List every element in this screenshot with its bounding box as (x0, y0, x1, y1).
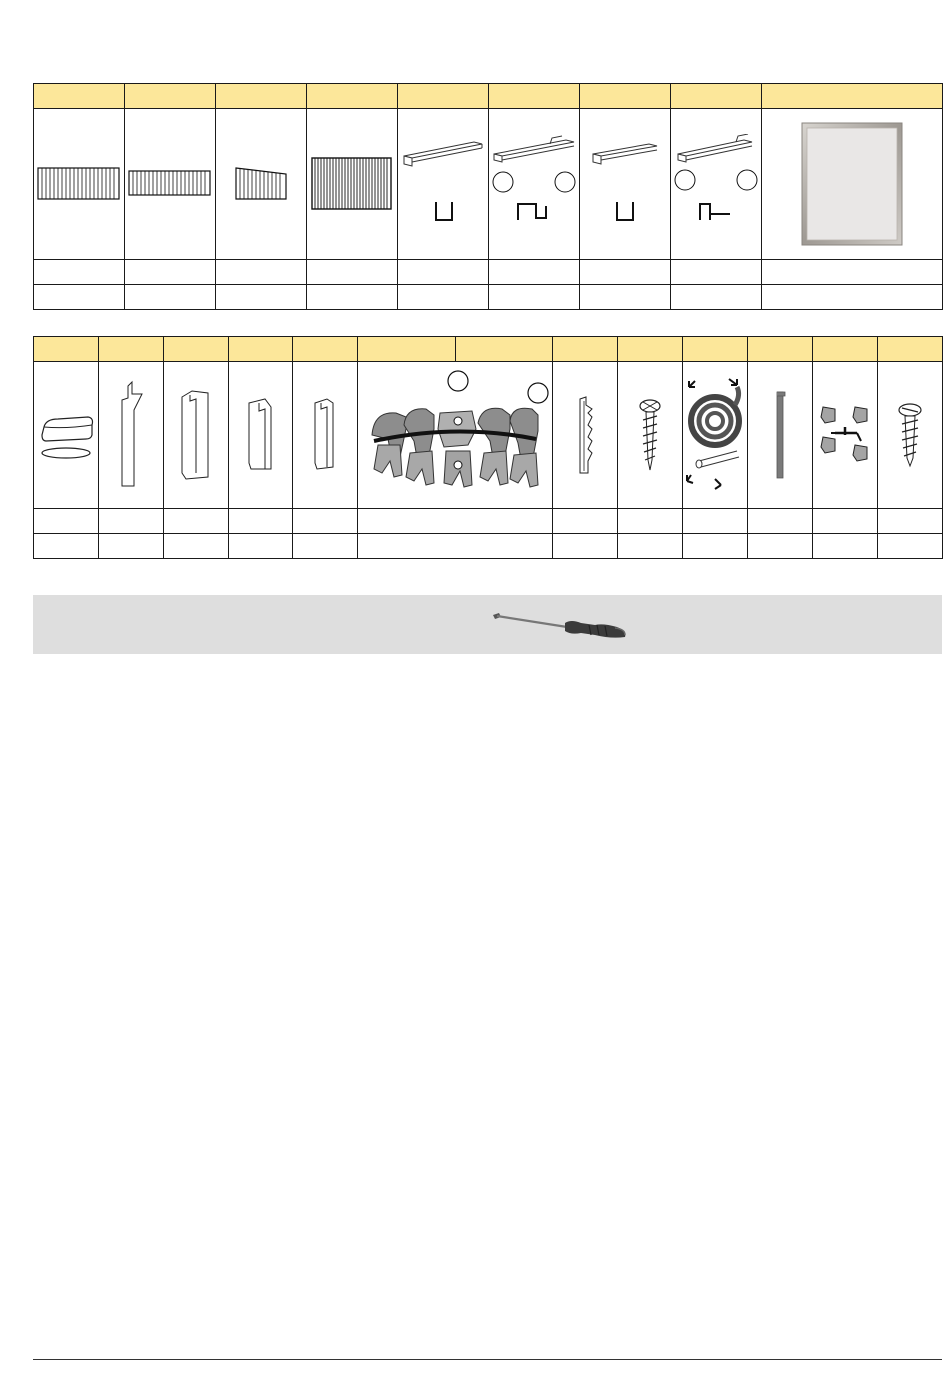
header-cell (813, 337, 878, 362)
header-cell (358, 337, 456, 362)
part-cell (762, 109, 943, 260)
ribbed-panel-icon (37, 166, 121, 202)
part-cell (34, 362, 99, 509)
end-profile-c-icon (245, 397, 277, 473)
header-cell (216, 84, 307, 109)
screw-small-icon (896, 402, 924, 468)
mirror-panel-icon (800, 121, 904, 247)
clip-set-icon (817, 403, 873, 467)
part-cell (878, 362, 943, 509)
footer-divider (33, 1359, 942, 1360)
parts-table-2 (33, 336, 943, 559)
u-channel-rail-short-icon (585, 134, 665, 234)
end-profile-b-icon (178, 389, 214, 481)
part-cell (34, 109, 125, 260)
part-cell (99, 362, 164, 509)
parts-table-1 (33, 83, 943, 310)
part-cell (748, 362, 813, 509)
header-cell (293, 337, 358, 362)
sealing-strip-icon (685, 375, 745, 495)
header-cell (618, 337, 683, 362)
part-cell (229, 362, 293, 509)
header-cell (748, 337, 813, 362)
table-row (34, 285, 943, 310)
header-cell (307, 84, 398, 109)
header-cell (34, 84, 125, 109)
cap-and-pad-icon (36, 405, 96, 465)
table-image-row (34, 109, 943, 260)
table-header-row (34, 84, 943, 109)
header-cell (683, 337, 748, 362)
table-row (34, 534, 943, 559)
connector-clips-icon (360, 365, 550, 505)
t-profile-rail-icon (672, 134, 760, 234)
end-profile-d-icon (311, 397, 339, 473)
part-cell (489, 109, 580, 260)
part-cell (553, 362, 618, 509)
part-cell-wide (358, 362, 553, 509)
part-cell (618, 362, 683, 509)
part-cell (813, 362, 878, 509)
header-cell (489, 84, 580, 109)
ribbed-panel-short-icon (128, 169, 212, 199)
header-cell (229, 337, 293, 362)
screwdriver-icon (491, 609, 633, 639)
header-cell (125, 84, 216, 109)
header-cell (878, 337, 943, 362)
table-row (34, 509, 943, 534)
header-cell (99, 337, 164, 362)
header-cell (762, 84, 943, 109)
u-channel-rail-icon (400, 134, 486, 234)
part-cell (671, 109, 762, 260)
header-cell (671, 84, 762, 109)
part-cell (683, 362, 748, 509)
header-cell (34, 337, 99, 362)
part-cell (216, 109, 307, 260)
header-cell (553, 337, 618, 362)
end-profile-a-icon (116, 380, 146, 490)
header-cell (580, 84, 671, 109)
header-cell (398, 84, 489, 109)
table-image-row (34, 362, 943, 509)
part-cell (164, 362, 229, 509)
part-cell (307, 109, 398, 260)
stepped-rail-icon (490, 134, 578, 234)
table-header-row (34, 337, 943, 362)
part-cell (580, 109, 671, 260)
header-cell (164, 337, 229, 362)
mounting-bracket-icon (574, 395, 596, 475)
tapered-panel-icon (234, 166, 288, 202)
screw-large-icon (637, 398, 663, 472)
table-row (34, 260, 943, 285)
tools-required-box (33, 595, 942, 654)
part-cell (293, 362, 358, 509)
header-cell (456, 337, 553, 362)
hex-key-icon (773, 390, 787, 480)
ribbed-panel-tall-icon (311, 157, 393, 211)
part-cell (125, 109, 216, 260)
part-cell (398, 109, 489, 260)
